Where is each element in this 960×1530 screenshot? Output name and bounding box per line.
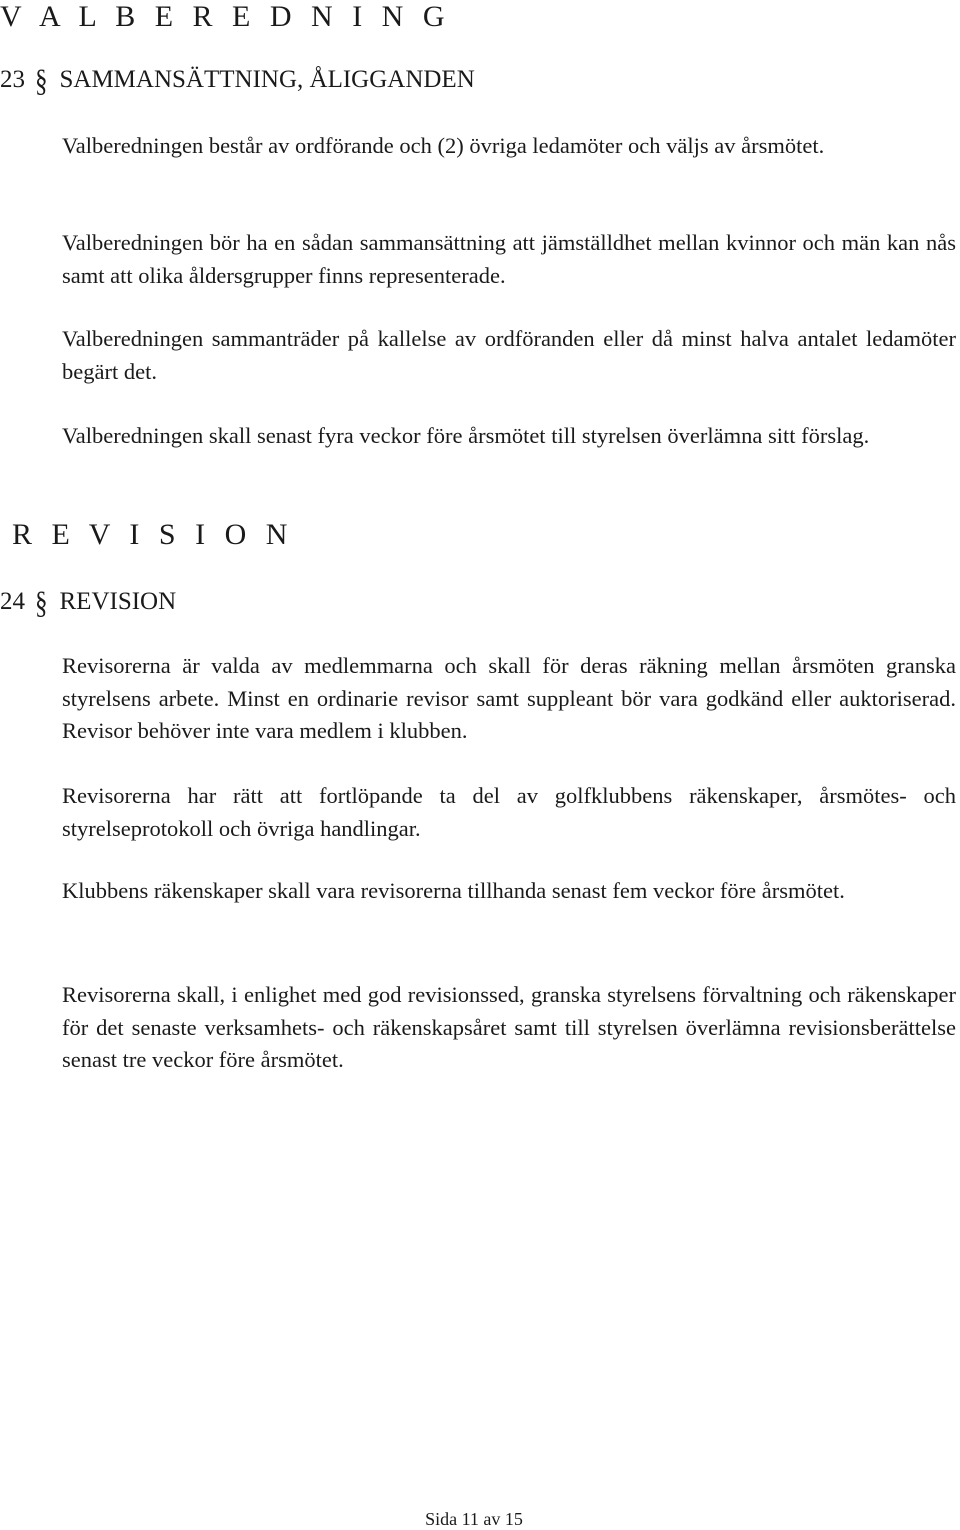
paragraph: Valberedningen skall senast fyra veckor före årsmötet till styrelsen överlämna sitt förslag.: [62, 423, 870, 448]
section-sign: §: [35, 64, 48, 99]
section-sign: §: [35, 586, 48, 621]
paragraph: Valberedningen sammanträder på kallelse av ordföranden eller då minst halva antalet ledamöter begärt det.: [62, 326, 956, 384]
paragraph: Valberedningen består av ordförande och (2) övriga ledamöter och väljs av årsmötet.: [62, 133, 825, 158]
paragraph: Revisorerna har rätt att fortlöpande ta del av golfklubbens räkenskaper, årsmötes- och styrelseprotokoll och övriga handlingar.: [62, 783, 956, 841]
paragraph-number: 24: [0, 588, 25, 615]
page-number: Sida 11 av 15: [425, 1509, 523, 1529]
paragraph: Revisorerna skall, i enlighet med god revisionssed, granska styrelsens förvaltning och räkenskaper för det senaste verksamhets- och räkenskapsåret samt till styrelsen överlämna revisionsberättelse senast tre veckor före årsmötet.: [62, 982, 956, 1072]
paragraph-heading-title: SAMMANSÄTTNING, ÅLIGGANDEN: [59, 66, 475, 93]
paragraph-number: 23: [0, 66, 25, 93]
paragraph: Klubbens räkenskaper skall vara revisorerna tillhanda senast fem veckor före årsmötet.: [62, 878, 845, 903]
section-title-revision: R E V I S I O N: [12, 518, 294, 551]
paragraph: Revisorerna är valda av medlemmarna och skall för deras räkning mellan årsmöten granska styrelsens arbete. Minst en ordinarie revisor samt suppleant bör vara godkänd eller auktoriserad. Revisor behöver inte vara medlem i klubben.: [62, 653, 956, 743]
paragraph: Valberedningen bör ha en sådan sammansättning att jämställdhet mellan kvinnor och män kan nås samt att olika åldersgrupper finns representerade.: [62, 230, 956, 288]
paragraph-heading-23: [0, 64, 940, 98]
paragraph-heading-24: [0, 586, 940, 620]
section-title-valberedning: V A L B E R E D N I N G: [0, 0, 451, 33]
paragraph-heading-title: REVISION: [59, 588, 177, 615]
